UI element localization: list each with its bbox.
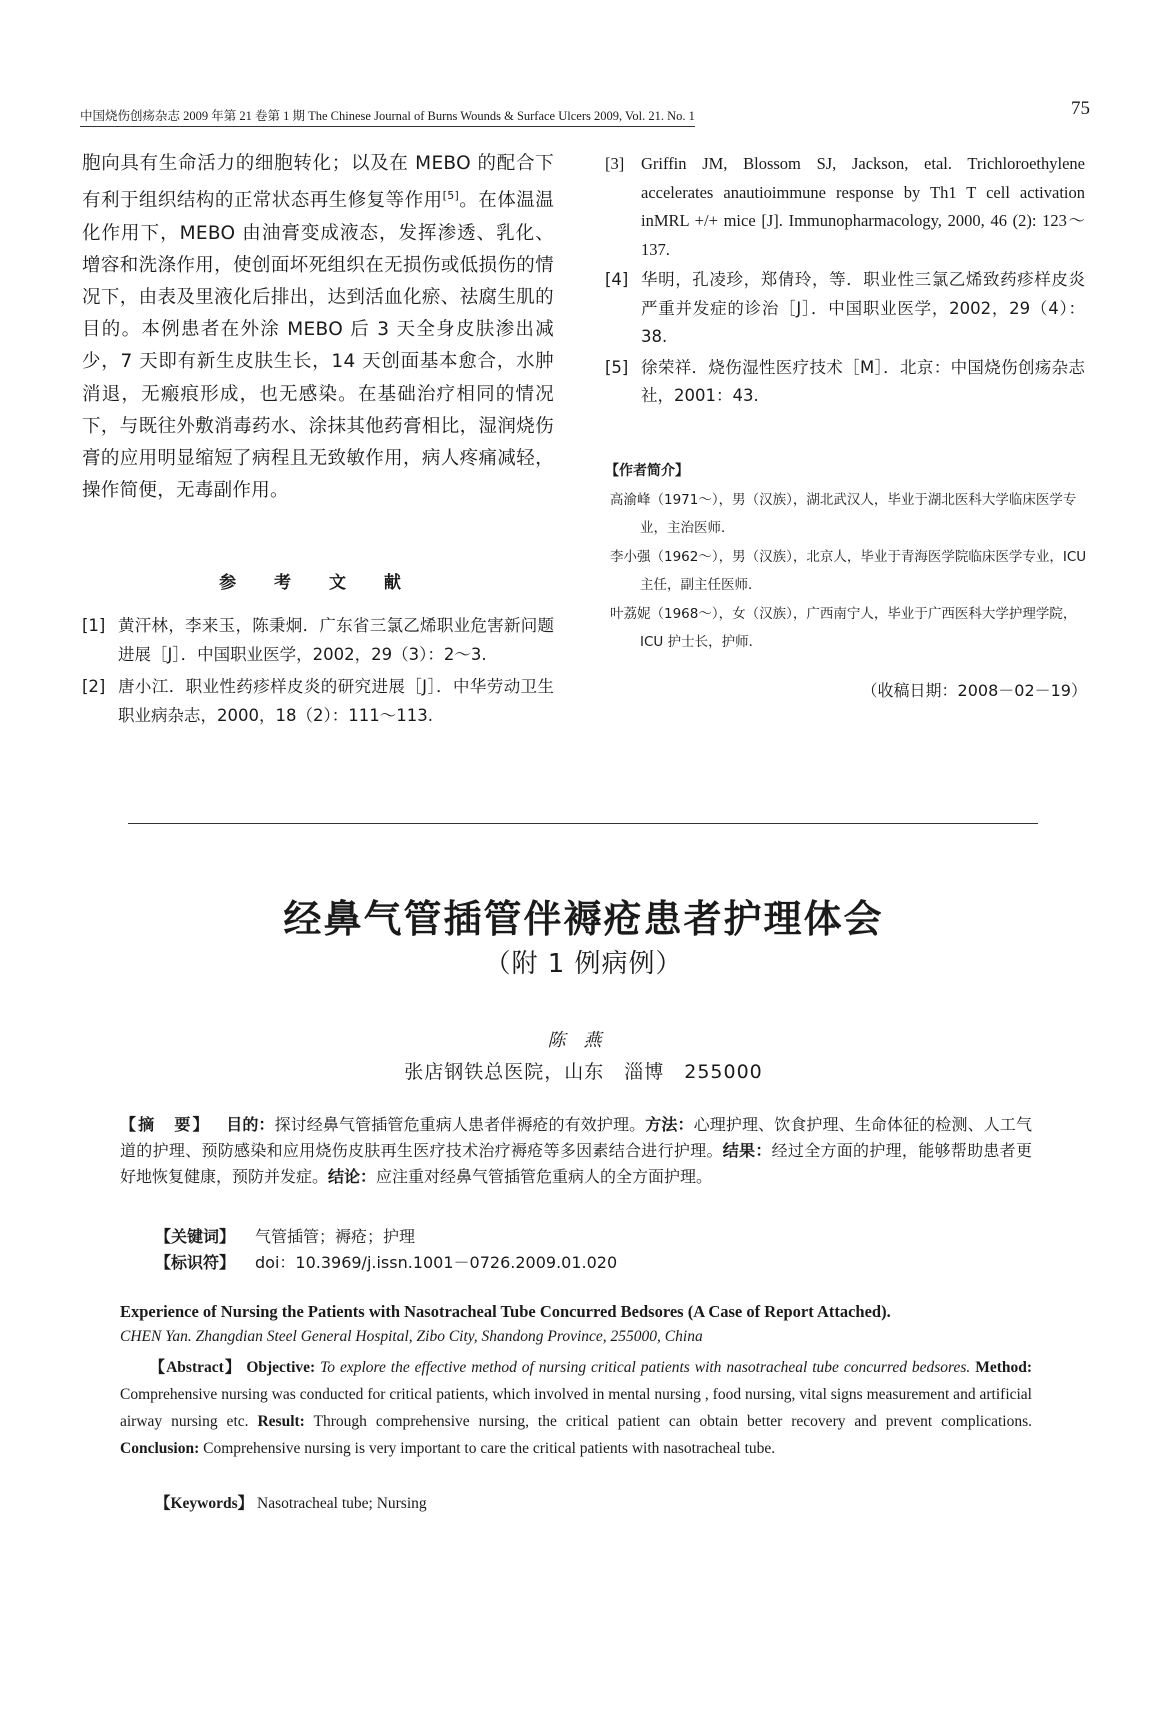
doi-text: doi：10.3969/j.issn.1001－0726.2009.01.020 (255, 1253, 618, 1272)
article-title: 经鼻气管插管伴褥疮患者护理体会 (283, 897, 884, 941)
method-text: 心理护理、饮食护理、生命体征的检测、人工气道的护理、预防感染和应用烧伤皮肤再生医疗技术治疗褥疮等多因素结合进行护理。 (120, 1115, 1032, 1160)
conclusion-text: 应注重对经鼻气管插管危重病人的全方面护理。 (376, 1167, 713, 1186)
running-header (80, 98, 1090, 126)
reference-number: [1] (82, 616, 106, 635)
english-abstract (120, 1354, 1032, 1462)
received-date: （收稿日期：2008－02－19） (861, 681, 1087, 700)
identifier-line (155, 1250, 617, 1273)
en-keywords-text: Nasotracheal tube; Nursing (257, 1495, 427, 1512)
en-result-text: Through comprehensive nursing, the critical patient can obtain better recovery and prevent complications. (313, 1413, 1032, 1430)
reference-number: [4] (605, 270, 629, 289)
conclusion-label: 结论： (328, 1167, 377, 1186)
en-objective-text: To explore the effective method of nursing critical patients with nasotracheal tube concurred bedsores. (320, 1359, 971, 1376)
chinese-keywords (155, 1224, 415, 1247)
page-number: 75 (1071, 98, 1090, 119)
body-text-part2: 。在体温温化作用下，MEBO 由油膏变成液态，发挥渗透、乳化、增容和洗涤作用，使创面坏死组织在无损伤或低损伤的情况下，由表及里液化后排出，达到活血化瘀、祛腐生肌的目的。本例患者在外涂 MEBO 后 3 天全身皮肤渗出减少，7 天即有新生皮肤生长，14 天创面基本愈合，水肿消退，无瘢痕形成，也无感染。在基础治疗相同的情况下，与既往外敷消毒药水、涂抹其他药膏相比，湿润烧伤膏的应用明显缩短了病程且无致敏作用，病人疼痛减轻，操作简便，无毒副作用。 (82, 190, 554, 502)
reference-item (605, 150, 1085, 264)
author-bio: 李小强（1962～），男（汉族），北京人，毕业于青海医学院临床医学专业，ICU 主任，副主任医师． (610, 548, 1087, 594)
en-conclusion-text: Comprehensive nursing is very important to care the critical patients with nasotracheal tube. (203, 1440, 776, 1457)
reference-item (82, 612, 554, 669)
english-title: Experience of Nursing the Patients with Nasotracheal Tube Concurred Bedsores (A Case of Report Attached). (120, 1302, 891, 1321)
reference-text: Griffin JM, Blossom SJ, Jackson, etal. Trichloroethylene accelerates anautioimmune response by Th1 T cell activation inMRL +/+ mice [J]. Immunopharmacology, 2000, 46 (2): 123～137. (641, 154, 1085, 259)
en-conclusion-label: Conclusion: (120, 1440, 200, 1457)
en-method-label: Method: (975, 1359, 1033, 1376)
en-objective-label: Objective: (246, 1359, 316, 1376)
body-paragraph (82, 148, 554, 507)
reference-number: [2] (82, 677, 106, 696)
author-bio-title: 【作者简介】 (605, 463, 689, 479)
goal-text: 探讨经鼻气管插管危重病人患者伴褥疮的有效护理。 (274, 1115, 646, 1134)
reference-number: [5] (605, 357, 629, 377)
reference-text: 徐荣祥．烧伤湿性医疗技术［M］．北京：中国烧伤创疡杂志社，2001：43. (641, 357, 1085, 405)
section-divider (128, 823, 1038, 824)
reference-list-left (82, 612, 554, 730)
author-bio: 叶荔妮（1968～），女（汉族），广西南宁人，毕业于广西医科大学护理学院，ICU 护士长，护师． (610, 605, 1077, 651)
article-affiliation: 张店钢铁总医院，山东 淄博 255000 (404, 1061, 763, 1083)
method-label: 方法： (645, 1115, 694, 1134)
identifier-label: 【标识符】 (155, 1253, 236, 1272)
reference-text: 黄汗林，李来玉，陈秉炯．广东省三氯乙烯职业危害新问题进展［J］．中国职业医学，2002，29（3）：2～3. (118, 616, 554, 664)
en-abstract-label: 【Abstract】 (149, 1359, 242, 1376)
chinese-abstract (120, 1112, 1032, 1190)
keywords-text: 气管插管；褥疮；护理 (255, 1227, 416, 1246)
references-heading: 参 考 文 献 (219, 573, 417, 593)
reference-list-right (605, 150, 1085, 411)
en-keywords-label: 【Keywords】 (155, 1495, 254, 1512)
article-subtitle: （附 1 例病例） (484, 949, 683, 979)
english-keywords (155, 1491, 427, 1513)
reference-text: 华明，孔凌珍，郑倩玲，等．职业性三氯乙烯致药疹样皮炎严重并发症的诊治［J］．中国职业医学，2002，29（4）：38. (641, 270, 1085, 346)
keywords-label: 【关键词】 (155, 1227, 236, 1246)
en-result-label: Result: (257, 1413, 305, 1430)
english-author-affiliation: CHEN Yan. Zhangdian Steel General Hospital, Zibo City, Shandong Province, 255000, China (120, 1328, 703, 1345)
reference-text: 唐小江．职业性药疹样皮炎的研究进展［J］．中华劳动卫生职业病杂志，2000，18（2）：111～113. (118, 677, 554, 725)
author-bio: 高渝峰（1971～），男（汉族），湖北武汉人，毕业于湖北医科大学临床医学专业，主治医师． (610, 492, 1077, 537)
reference-item (605, 266, 1085, 352)
goal-label: 目的： (226, 1115, 275, 1134)
reference-number: [3] (605, 154, 625, 173)
en-method-text: Comprehensive nursing was conducted for critical patients, which involved in mental nursing , food nursing, vital signs measurement and artificial airway nursing etc. (120, 1386, 1032, 1430)
author-bio-list (610, 486, 1090, 656)
abstract-label: 【摘 要】 (120, 1115, 211, 1134)
citation-ref: [5] (442, 189, 460, 203)
reference-item (605, 354, 1085, 411)
reference-item (82, 673, 554, 730)
body-text-part1: 胞向具有生命活力的细胞转化；以及在 MEBO 的配合下有利于组织结构的正常状态再生修复等作用 (82, 153, 554, 212)
result-text: 经过全方面的护理，能够帮助患者更好地恢复健康，预防并发症。 (120, 1141, 1032, 1186)
article-author: 陈燕 (547, 1030, 620, 1051)
result-label: 结果： (722, 1141, 772, 1160)
journal-header: 中国烧伤创疡杂志 2009 年第 21 卷第 1 期 The Chinese Journal of Burns Wounds & Surface Ulcers 2009, Vol. 21. No. 1 (80, 106, 695, 127)
